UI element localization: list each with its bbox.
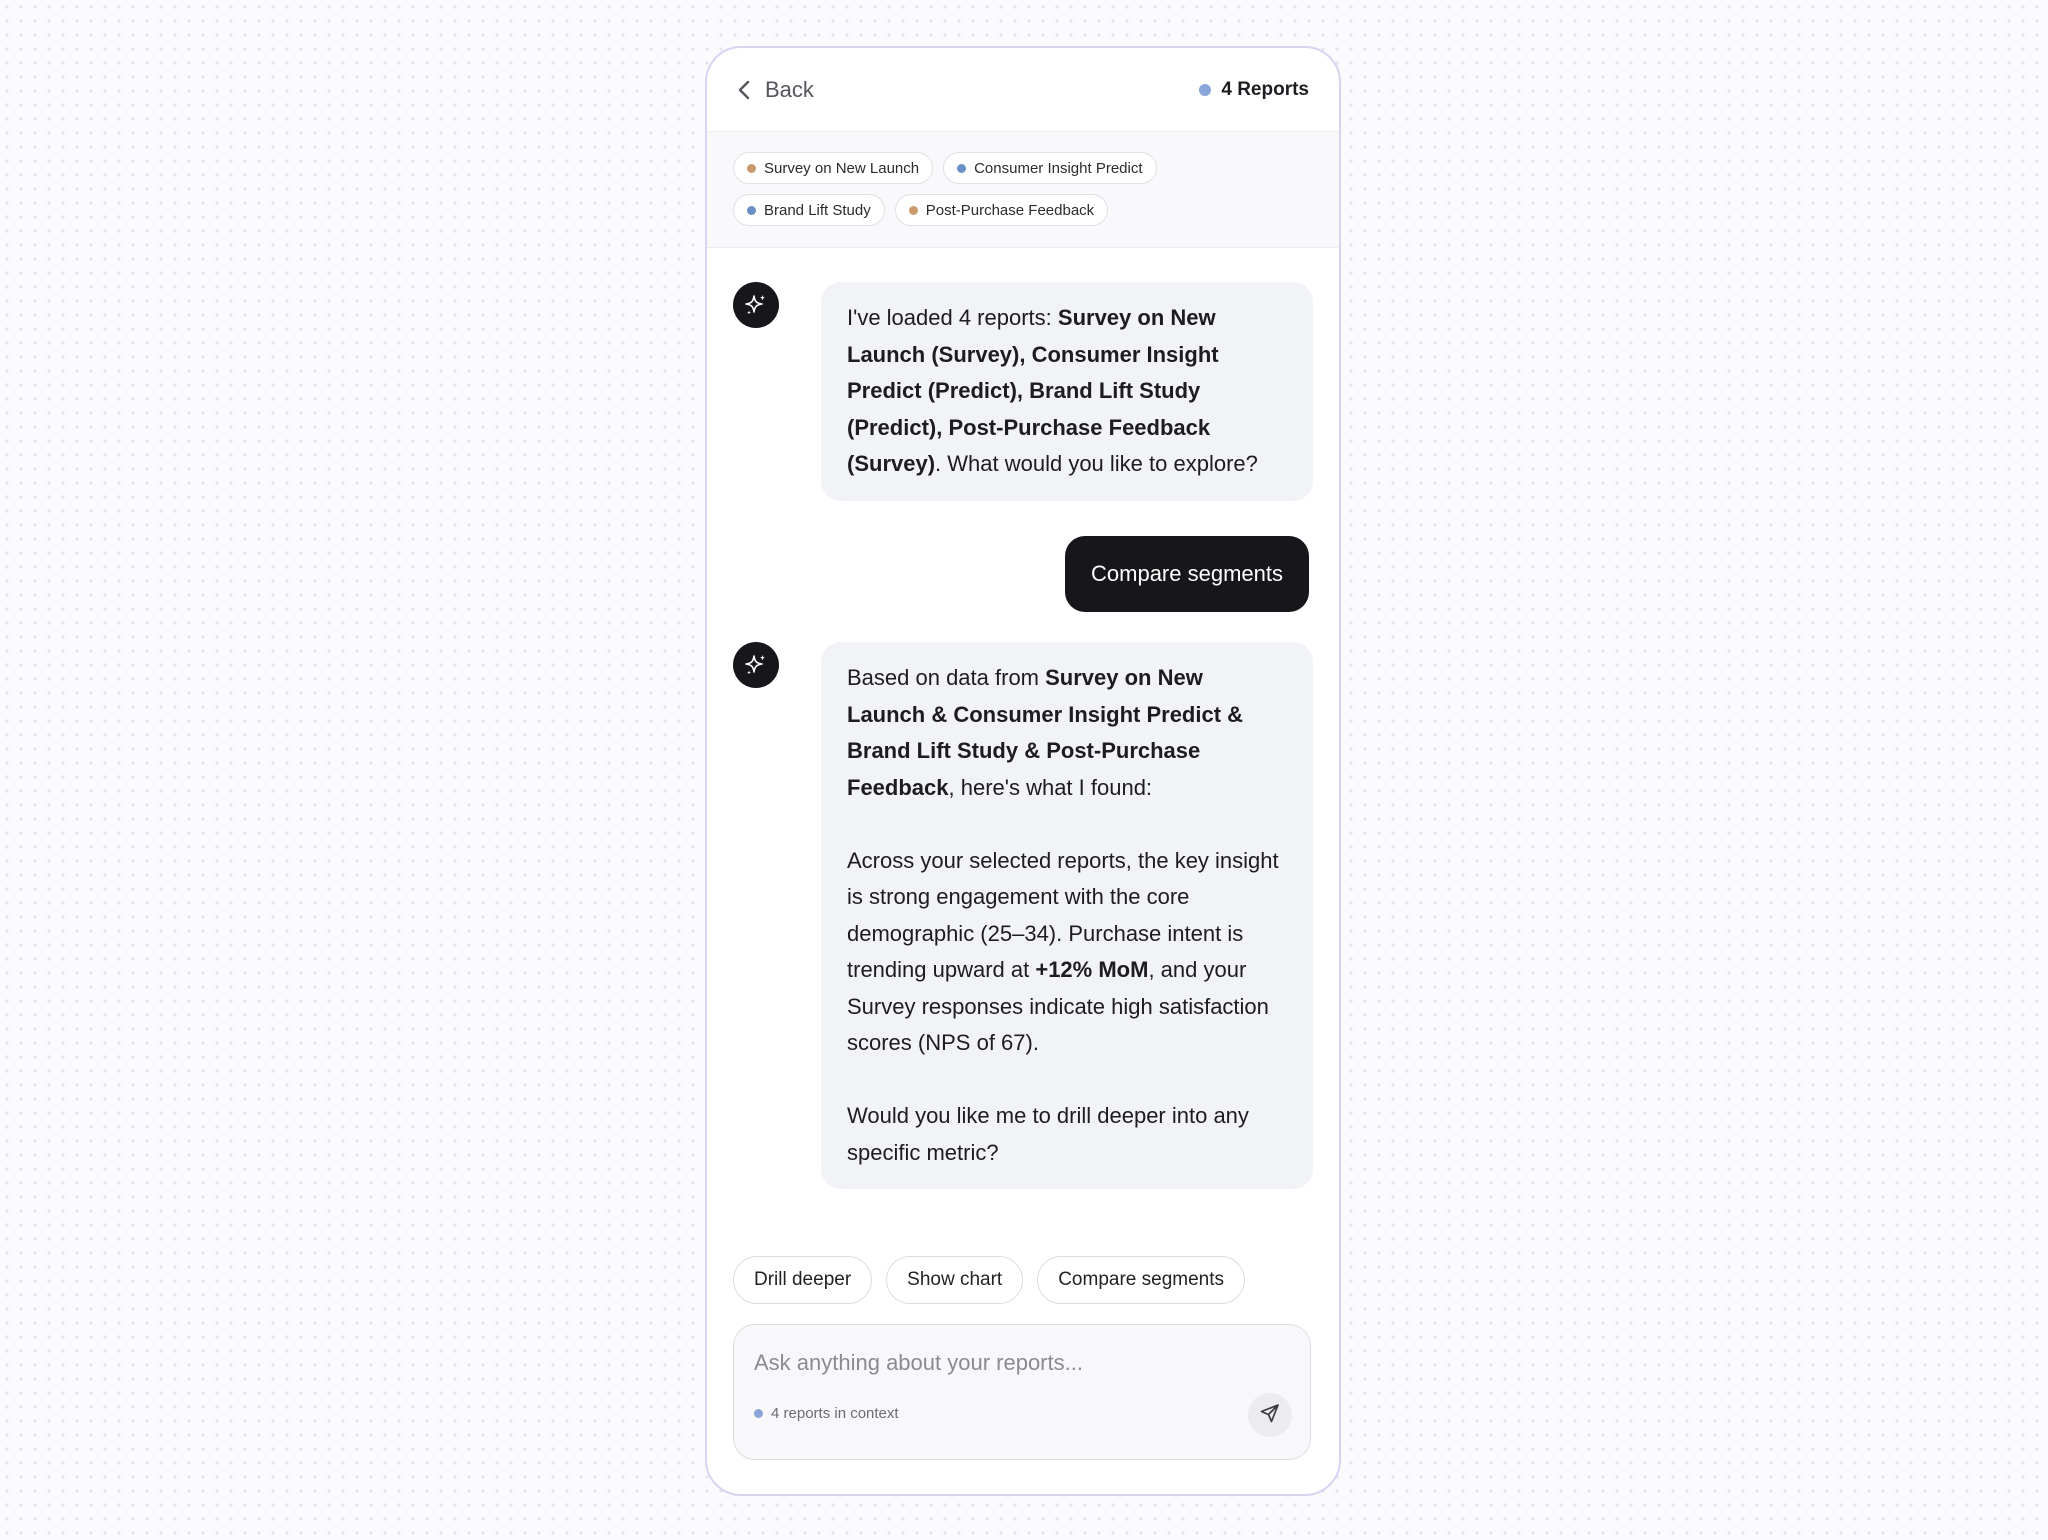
report-tag-dot	[747, 206, 756, 215]
send-button[interactable]	[1248, 1393, 1292, 1437]
report-tag[interactable]	[733, 152, 933, 184]
user-message-bubble	[1065, 536, 1309, 612]
report-tag-dot	[957, 164, 966, 173]
report-tag[interactable]	[733, 194, 885, 226]
message-paragraph	[847, 660, 1287, 806]
message-composer	[733, 1324, 1311, 1460]
back-label: Back	[765, 76, 814, 102]
suggestion-show-chart[interactable]: Show chart	[886, 1256, 1023, 1304]
context-dot	[754, 1409, 763, 1418]
assistant-bubble	[821, 282, 1313, 501]
message-text: Based on data from	[847, 665, 1046, 690]
message-text	[847, 300, 1287, 483]
context-indicator	[754, 1405, 899, 1422]
message-text: , and your Survey responses indicate high satisfaction scores (NPS of 67).	[847, 957, 1269, 1055]
reports-count-label: 4 Reports	[1221, 78, 1309, 100]
context-label: 4 reports in context	[771, 1405, 899, 1422]
sparkle-icon	[733, 282, 779, 328]
chevron-left-icon	[737, 79, 751, 101]
report-tag-label: Brand Lift Study	[764, 201, 871, 219]
report-tag-dot	[909, 206, 918, 215]
report-tag-dot	[747, 164, 756, 173]
back-button[interactable]	[737, 77, 814, 103]
message-paragraph	[847, 843, 1287, 1062]
suggestion-chips	[733, 1256, 1245, 1304]
message-text: , here's what I found:	[948, 774, 1153, 800]
metric-highlight: +12% MoM	[1035, 957, 1149, 982]
suggestion-compare-segments[interactable]: Compare segments	[1037, 1256, 1245, 1304]
message-text: Across your selected reports, the key insight is strong engagement with the core demographic (25–34). Purchase intent is trending upward at	[847, 847, 1279, 982]
report-list-text: Survey on New Launch & Consumer Insight Predict & Brand Lift Study & Post-Purchase Feedback	[847, 665, 1244, 800]
reports-status-dot	[1199, 84, 1211, 96]
report-tags	[707, 132, 1339, 248]
chat-panel	[705, 46, 1341, 1496]
suggestion-drill-deeper[interactable]: Drill deeper	[733, 1256, 872, 1304]
report-tag-label: Consumer Insight Predict	[974, 159, 1143, 177]
message-paragraph: Would you like me to drill deeper into any specific metric?	[847, 1103, 1249, 1165]
user-message-text: Compare segments	[1091, 561, 1283, 586]
sparkle-icon	[733, 642, 779, 688]
report-tag[interactable]	[895, 194, 1108, 226]
report-list-text: Survey on New Launch (Survey), Consumer Insight Predict (Predict), Brand Lift Study (Predict), Post-Purchase Feedback (Survey)	[847, 305, 1219, 476]
header	[707, 48, 1339, 132]
message-text-intro: I've loaded 4 reports:	[847, 305, 1058, 330]
reports-count-badge[interactable]	[1199, 79, 1309, 101]
send-icon	[1259, 1402, 1281, 1429]
message-input[interactable]	[754, 1343, 1274, 1383]
report-tag-label: Post-Purchase Feedback	[925, 201, 1095, 219]
report-tag-label: Survey on New Launch	[764, 159, 920, 177]
report-tag[interactable]	[943, 152, 1156, 184]
message-text-outro: . What would you like to explore?	[935, 451, 1258, 476]
assistant-bubble	[821, 642, 1313, 1189]
